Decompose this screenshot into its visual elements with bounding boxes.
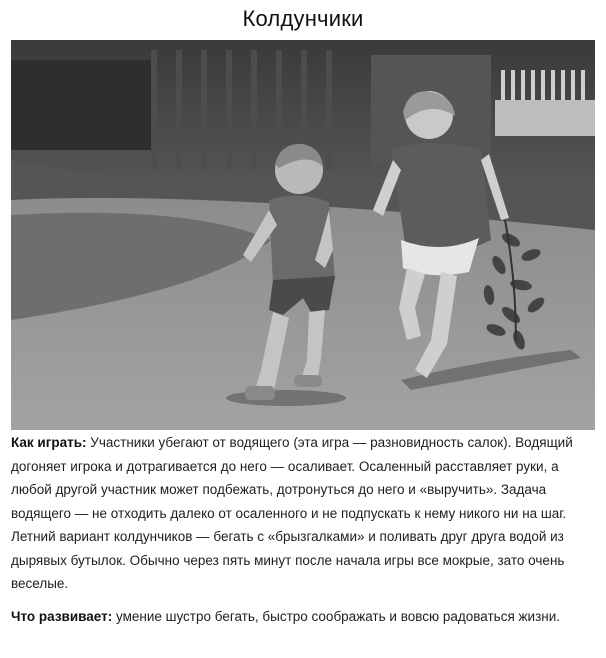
- how-to-play-text: Участники убегают от водящего (эта игра — разновидность салок). Водящий догоняет игрока и дотрагивается до него — осаливает. Осаленный расставляет руки, а любой другой участник может подбежать, дотронуться до него и «выручить». Задача водящего — не отходить далеко от осаленного и не подпускать к нему никого ни на шаг. Летний вариант колдунчиков — бегать с «брызгалками» и поливать друг друга водой из дырявых бутылок. Обычно через пять минут после начала игры все мокрые, зато очень веселые.: [11, 435, 573, 591]
- develops-paragraph: [11, 605, 595, 629]
- develops-text: умение шустро бегать, быстро соображать и вовсю радоваться жизни.: [112, 609, 561, 624]
- children-running-photo: [11, 40, 595, 430]
- how-to-play-paragraph: [11, 431, 595, 596]
- develops-label: Что развивает:: [11, 609, 113, 624]
- page-title: Колдунчики: [242, 6, 364, 31]
- how-to-play-label: Как играть:: [11, 435, 87, 450]
